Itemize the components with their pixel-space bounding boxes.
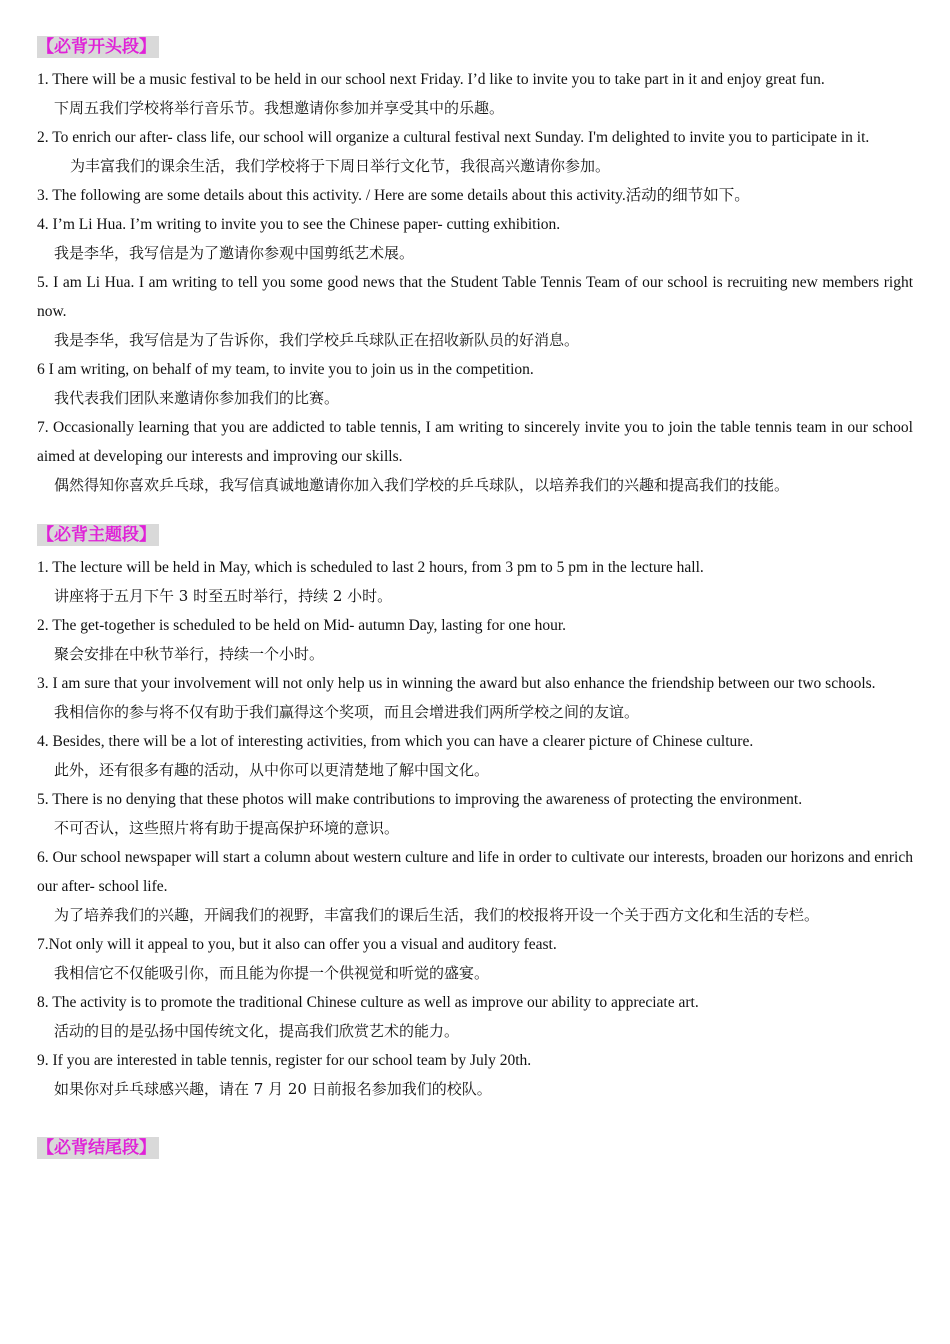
english-sentence: 5. I am Li Hua. I am writing to tell you some good news that the Student Table Tennis Team of our school is recruiting new members right now. (37, 274, 913, 320)
chinese-translation: 我代表我们团队来邀请你参加我们的比赛。 (54, 389, 340, 407)
list-item (37, 181, 913, 210)
list-item (37, 727, 913, 785)
chinese-translation: 如果你对乒乓球感兴趣，请在 7 月 20 日前报名参加我们的校队。 (54, 1080, 492, 1098)
list-item (37, 553, 913, 611)
chinese-translation: 此外，还有很多有趣的活动，从中你可以更清楚地了解中国文化。 (54, 761, 490, 779)
list-item (37, 611, 913, 669)
english-sentence: 7.Not only will it appeal to you, but it also can offer you a visual and auditory feast. (37, 936, 557, 953)
list-item (37, 268, 913, 355)
english-sentence: 4. I’m Li Hua. I’m writing to invite you to see the Chinese paper- cutting exhibition. (37, 216, 561, 233)
chinese-translation: 为丰富我们的课余生活，我们学校将于下周日举行文化节，我很高兴邀请你参加。 (70, 157, 611, 175)
chinese-translation: 聚会安排在中秋节举行，持续一个小时。 (54, 645, 325, 663)
english-sentence: 1. The lecture will be held in May, which is scheduled to last 2 hours, from 3 pm to 5 pm in the lecture hall. (37, 559, 704, 576)
chinese-translation: 我是李华，我写信是为了告诉你，我们学校乒乓球队正在招收新队员的好消息。 (54, 331, 580, 349)
list-item (37, 843, 913, 930)
document-page (37, 36, 913, 1166)
chinese-translation: 为了培养我们的兴趣，开阔我们的视野，丰富我们的课后生活，我们的校报将开设一个关于西方文化和生活的专栏。 (54, 906, 820, 924)
english-sentence: 5. There is no denying that these photos will make contributions to improving the awareness of protecting the environment. (37, 791, 803, 808)
list-item (37, 785, 913, 843)
section-opening (37, 36, 913, 500)
english-sentence: 6 I am writing, on behalf of my team, to invite you to join us in the competition. (37, 361, 534, 378)
list-item (37, 1046, 913, 1104)
english-sentence: 9. If you are interested in table tennis, register for our school team by July 20th. (37, 1052, 532, 1069)
english-sentence: 3. The following are some details about this activity. / Here are some details about this activity.活动的细节如下。 (37, 187, 750, 204)
chinese-translation: 活动的目的是弘扬中国传统文化，提高我们欣赏艺术的能力。 (54, 1022, 460, 1040)
list-item (37, 65, 913, 123)
english-sentence: 2. To enrich our after- class life, our school will organize a cultural festival next Sunday. I'm delighted to invite you to participate in it. (37, 129, 870, 146)
chinese-translation: 下周五我们学校将举行音乐节。我想邀请你参加并享受其中的乐趣。 (54, 99, 505, 117)
list-item (37, 210, 913, 268)
section-heading: 【必背主题段】 (37, 524, 159, 546)
chinese-translation: 我相信你的参与将不仅有助于我们赢得这个奖项，而且会增进我们两所学校之间的友谊。 (54, 703, 640, 721)
english-sentence: 2. The get-together is scheduled to be held on Mid- autumn Day, lasting for one hour. (37, 617, 567, 634)
chinese-translation: 我是李华，我写信是为了邀请你参观中国剪纸艺术展。 (54, 244, 415, 262)
english-sentence: 3. I am sure that your involvement will not only help us in winning the award but also enhance the friendship between our two schools. (37, 675, 876, 692)
section-body (37, 524, 913, 1104)
section-closing (37, 1137, 913, 1166)
english-sentence: 6. Our school newspaper will start a column about western culture and life in order to cultivate our interests, broaden our horizons and enrich our after- school life. (37, 849, 913, 895)
list-item (37, 669, 913, 727)
chinese-translation: 不可否认，这些照片将有助于提高保护环境的意识。 (54, 819, 400, 837)
english-sentence: 1. There will be a music festival to be held in our school next Friday. I’d like to invite you to take part in it and enjoy great fun. (37, 71, 825, 88)
section-heading: 【必背结尾段】 (37, 1137, 159, 1159)
chinese-translation: 讲座将于五月下午 3 时至五时举行，持续 2 小时。 (54, 587, 393, 605)
english-sentence: 7. Occasionally learning that you are addicted to table tennis, I am writing to sincerely invite you to join the table tennis team in our school aimed at developing our interests and improving our skills. (37, 419, 913, 465)
list-item (37, 930, 913, 988)
list-item (37, 123, 913, 181)
chinese-translation: 偶然得知你喜欢乒乓球，我写信真诚地邀请你加入我们学校的乒乓球队，以培养我们的兴趣和提高我们的技能。 (54, 476, 790, 494)
section-heading: 【必背开头段】 (37, 36, 159, 58)
chinese-translation: 我相信它不仅能吸引你，而且能为你提一个供视觉和听觉的盛宴。 (54, 964, 490, 982)
english-sentence: 4. Besides, there will be a lot of interesting activities, from which you can have a clearer picture of Chinese culture. (37, 733, 754, 750)
list-item (37, 413, 913, 500)
list-item (37, 355, 913, 413)
english-sentence: 8. The activity is to promote the traditional Chinese culture as well as improve our ability to appreciate art. (37, 994, 699, 1011)
list-item (37, 988, 913, 1046)
